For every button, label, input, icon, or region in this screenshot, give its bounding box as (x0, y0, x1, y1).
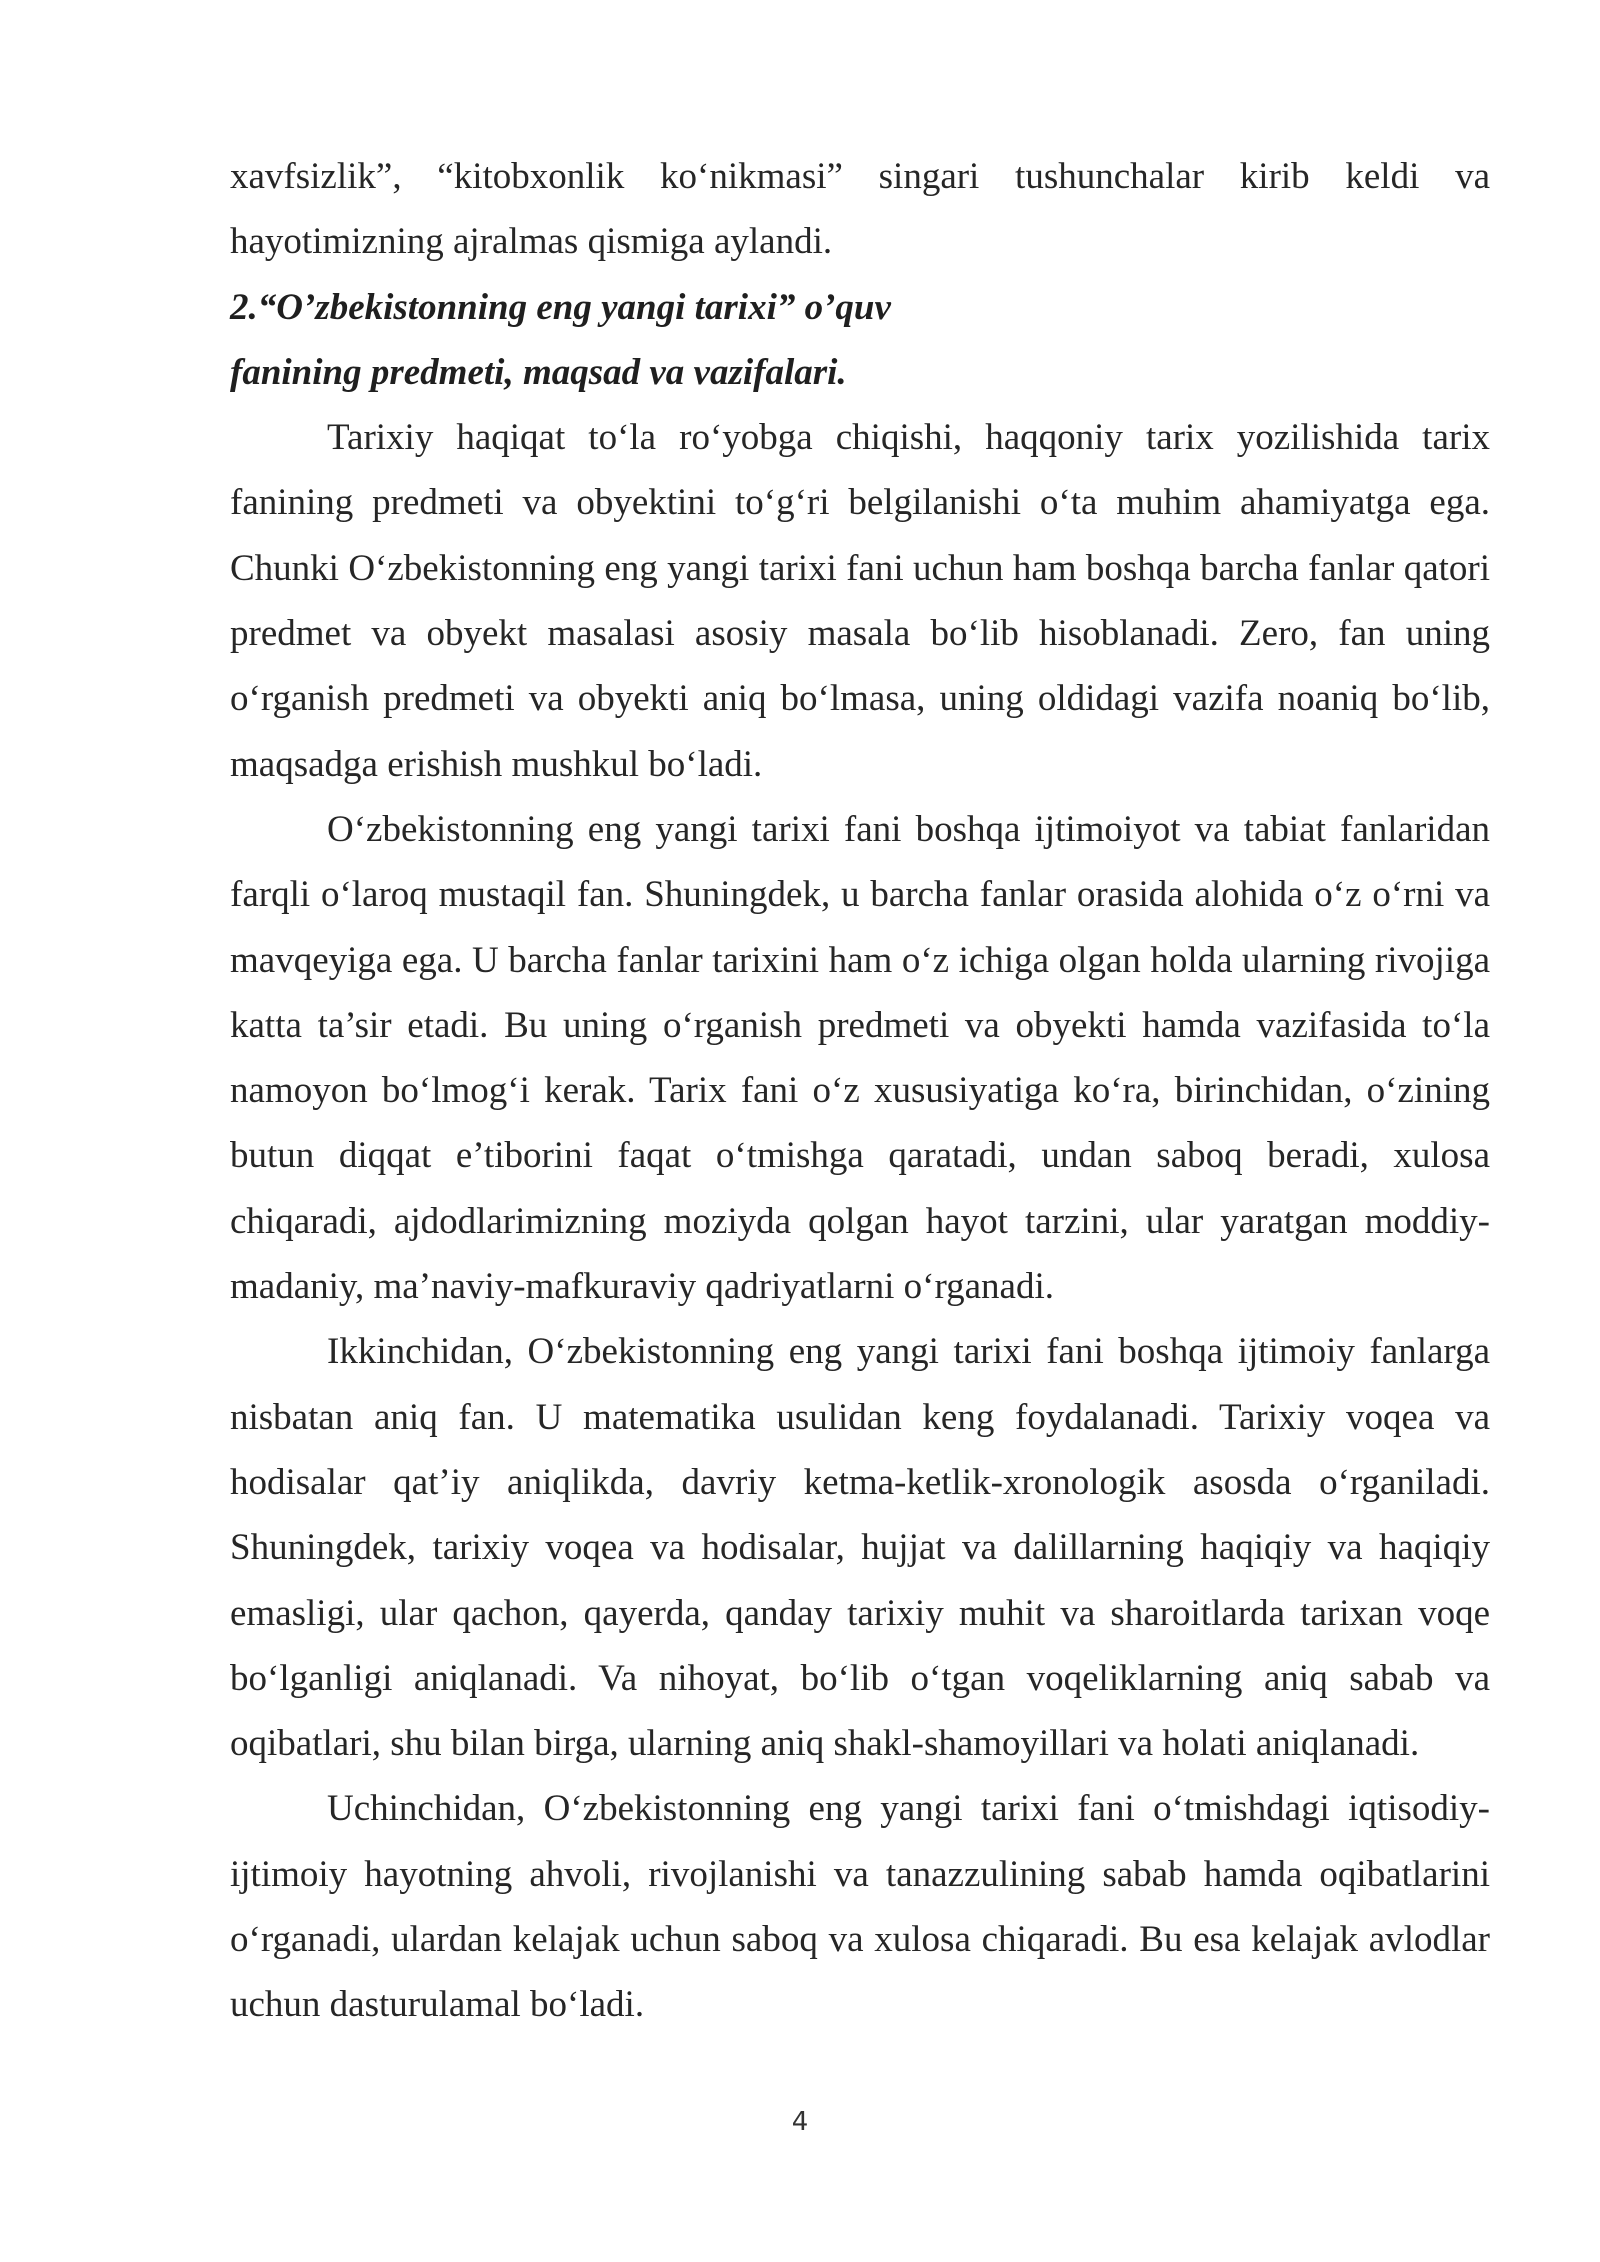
section-heading-line-1: 2.“O’zbekistonning eng yangi tarixi” o’quv (230, 286, 891, 328)
continuation-paragraph: xavfsizlik”, “kitobxonlik ko‘nikmasi” singari tushunchalar kirib keldi va hayotimizning ajralmas qismiga aylandi. (230, 156, 1490, 263)
page-body (230, 144, 1490, 2038)
body-paragraph: O‘zbekistonning eng yangi tarixi fani boshqa ijtimoiyot va tabiat fanlaridan farqli o‘laroq mustaqil fan. Shuningdek, u barcha fanlar orasida alohida o‘z o‘rni va mavqeyiga ega. U barcha fanlar tarixini ham o‘z ichiga olgan holda ularning rivojiga katta ta’sir etadi. Bu uning o‘rganish predmeti va obyekti hamda vazifasida to‘la namoyon bo‘lmog‘i kerak. Tarix fani o‘z xususiyatiga ko‘ra, birinchidan, o‘zining butun diqqat e’tiborini faqat o‘tmishga qaratadi, undan saboq beradi, xulosa chiqaradi, ajdodlarimizning moziyda qolgan hayot tarzini, ular yaratgan moddiy-madaniy, ma’naviy-mafkuraviy qadriyatlarni o‘rganadi. (230, 808, 1490, 1308)
page-number: 4 (791, 2107, 809, 2137)
body-paragraph: Uchinchidan, O‘zbekistonning eng yangi tarixi fani o‘tmishdagi iqtisodiy-ijtimoiy hayotning ahvoli, rivojlanishi va tanazzulining sabab hamda oqibatlarini o‘rganadi, ulardan kelajak uchun saboq va xulosa chiqaradi. Bu esa kelajak avlodlar uchun dasturulamal bo‘ladi. (230, 1788, 1490, 2026)
body-paragraph: Ikkinchidan, O‘zbekistonning eng yangi tarixi fani boshqa ijtimoiy fanlarga nisbatan aniq fan. U matematika usulidan keng foydalanadi. Tarixiy voqea va hodisalar qat’iy aniqlikda, davriy ketma-ketlik-xronologik asosda o‘rganiladi. Shuningdek, tarixiy voqea va hodisalar, hujjat va dalillarning haqiqiy va haqiqiy emasligi, ular qachon, qayerda, qanday tarixiy muhit va sharoitlarda tarixan voqe bo‘lganligi aniqlanadi. Va nihoyat, bo‘lib o‘tgan voqeliklarning aniq sabab va oqibatlari, shu bilan birga, ularning aniq shakl-shamoyillari va holati aniqlanadi. (230, 1331, 1490, 1765)
body-paragraph: Tarixiy haqiqat to‘la ro‘yobga chiqishi, haqqoniy tarix yozilishida tarix fanining predmeti va obyektini to‘g‘ri belgilanishi o‘ta muhim ahamiyatga ega. Chunki O‘zbekistonning eng yangi tarixi fani uchun ham boshqa barcha fanlar qatori predmet va obyekt masalasi asosiy masala bo‘lib hisoblanadi. Zero, fan uning o‘rganish predmeti va obyekti aniq bo‘lmasa, uning oldidagi vazifa noaniq bo‘lib, maqsadga erishish mushkul bo‘ladi. (230, 417, 1490, 785)
section-heading-line-2: fanining predmeti, maqsad va vazifalari. (230, 351, 847, 393)
